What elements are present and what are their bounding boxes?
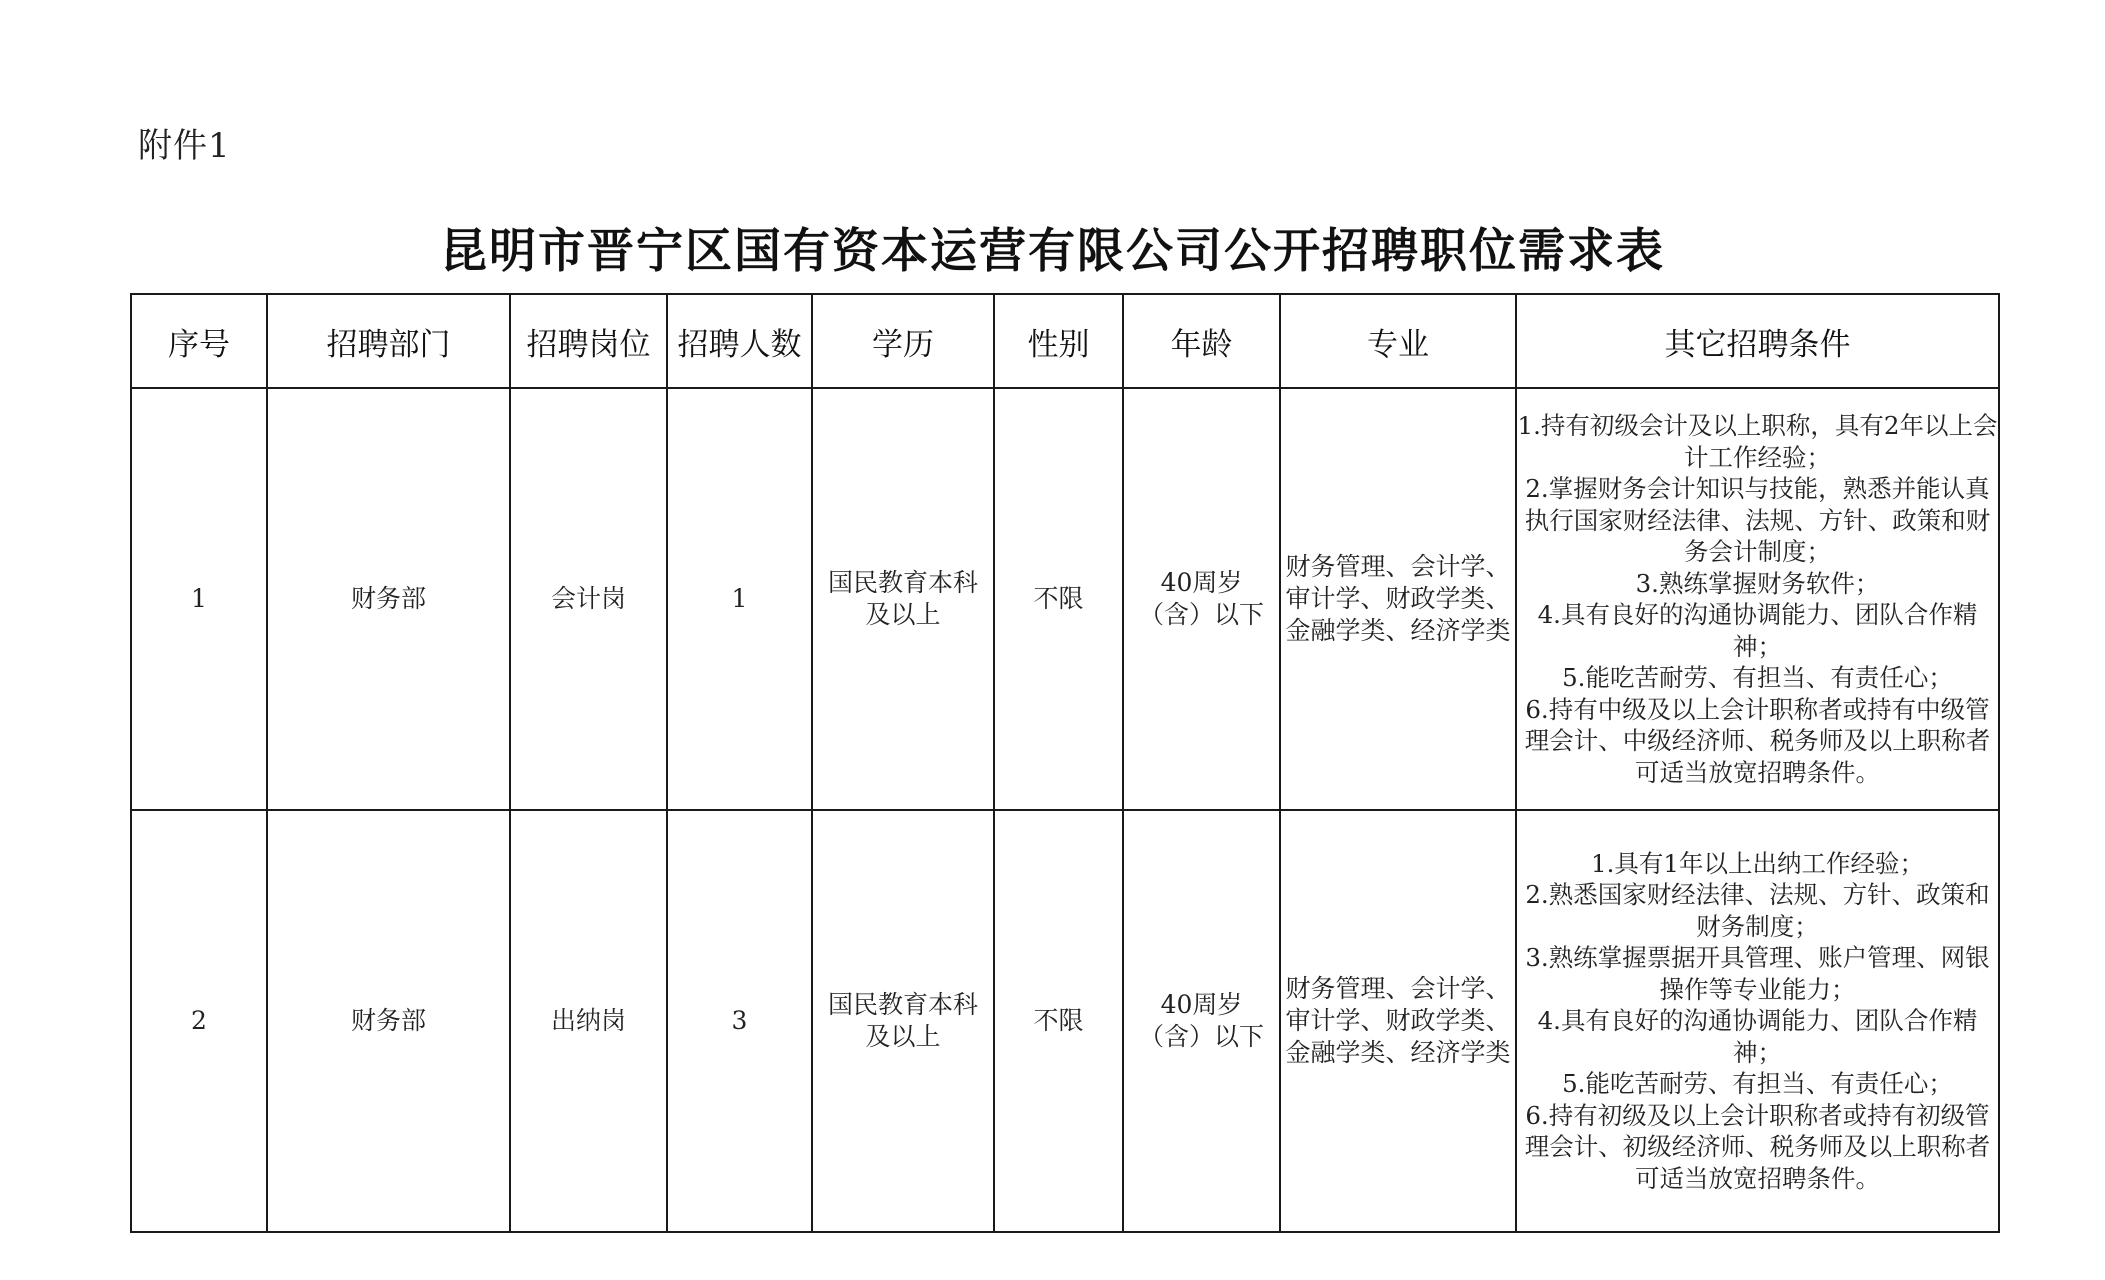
requirement-item: 4.具有良好的沟通协调能力、团队合作精神； [1537,600,1978,661]
header-department: 招聘部门 [267,294,510,388]
age-line: 40周岁 [1160,990,1243,1019]
cell-headcount: 3 [667,810,812,1232]
education-line: 国民教育本科 [827,568,978,597]
age-line: （含）以下 [1138,600,1264,629]
requirement-item: 5.能吃苦耐劳、有担当、有责任心； [1562,663,1953,692]
cell-other-requirements [1516,388,1999,810]
education-line: 国民教育本科 [827,990,978,1019]
education-line: 及以上 [865,600,941,629]
cell-major: 财务管理、会计学、审计学、财政学类、金融学类、经济学类 [1280,388,1516,810]
cell-serial-number: 2 [131,810,267,1232]
requirement-item: 6.持有初级及以上会计职称者或持有初级管理会计、初级经济师、税务师及以上职称者可适当放宽招聘条件。 [1524,1100,1991,1193]
cell-age [1123,810,1280,1232]
cell-gender: 不限 [994,810,1123,1232]
table-row [131,388,1999,810]
header-major: 专业 [1280,294,1516,388]
requirement-item: 6.持有中级及以上会计职称者或持有中级管理会计、中级经济师、税务师及以上职称者可适当放宽招聘条件。 [1524,694,1991,787]
header-education: 学历 [812,294,994,388]
table-header-row [131,294,1999,388]
requirement-item: 2.掌握财务会计知识与技能，熟悉并能认真执行国家财经法律、法规、方针、政策和财务会计制度； [1524,474,1991,566]
cell-age [1123,388,1280,810]
education-line: 及以上 [865,1022,941,1051]
cell-education [812,810,994,1232]
requirement-item: 1.具有1年以上出纳工作经验； [1591,848,1924,878]
header-position: 招聘岗位 [510,294,667,388]
document-title: 昆明市晋宁区国有资本运营有限公司公开招聘职位需求表 [440,224,1665,279]
cell-other-requirements [1516,810,1999,1232]
requirement-item: 3.熟练掌握票据开具管理、账户管理、网银操作等专业能力； [1525,943,1990,1004]
header-serial-number: 序号 [131,294,267,388]
requirement-item: 3.熟练掌握财务软件； [1635,568,1880,598]
cell-gender: 不限 [994,388,1123,810]
table-row [131,810,1999,1232]
cell-major: 财务管理、会计学、审计学、财政学类、金融学类、经济学类 [1280,810,1516,1232]
header-other-requirements: 其它招聘条件 [1516,294,1999,388]
requirement-item: 5.能吃苦耐劳、有担当、有责任心； [1562,1069,1953,1099]
cell-headcount: 1 [667,388,812,810]
cell-position: 出纳岗 [510,810,667,1232]
cell-position: 会计岗 [510,388,667,810]
requirement-item: 2.熟悉国家财经法律、法规、方针、政策和财务制度； [1525,880,1990,941]
cell-serial-number: 1 [131,388,267,810]
header-headcount: 招聘人数 [667,294,812,388]
recruitment-table [130,293,2000,1233]
header-gender: 性别 [994,294,1123,388]
attachment-label: 附件1 [138,126,231,166]
requirement-item: 1.持有初级会计及以上职称，具有2年以上会计工作经验； [1517,411,1998,472]
cell-department: 财务部 [267,388,510,810]
cell-education [812,388,994,810]
age-line: （含）以下 [1138,1022,1264,1051]
header-age: 年龄 [1123,294,1280,388]
requirement-item: 4.具有良好的沟通协调能力、团队合作精神； [1537,1006,1978,1067]
cell-department: 财务部 [267,810,510,1232]
age-line: 40周岁 [1160,568,1243,597]
